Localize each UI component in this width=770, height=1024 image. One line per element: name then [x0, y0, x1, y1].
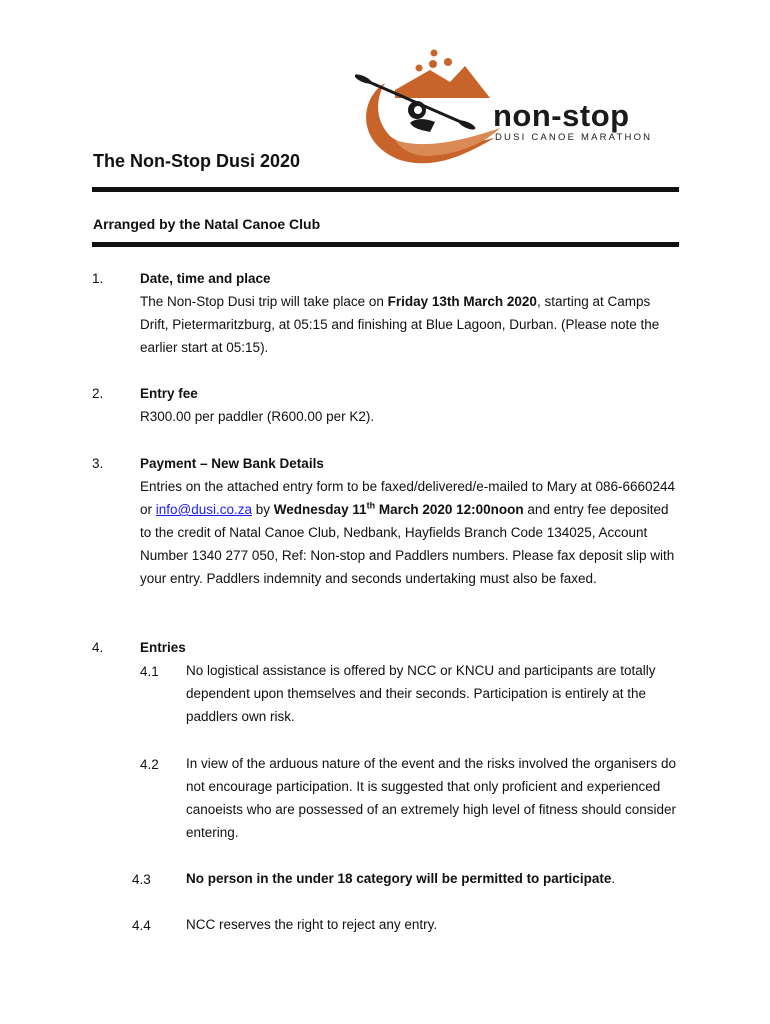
paragraph-text: , starting at Camps Drift, Pietermaritzburg, at 05:15 and finishing at Blue Lagoon, Durban. (Please note the earlier start at 05:15).	[140, 294, 660, 355]
email-link[interactable]: info@dusi.co.za	[155, 502, 253, 517]
ordinal-suffix: th	[366, 500, 376, 511]
section-number: 3.	[92, 456, 104, 471]
page-title: The Non-Stop Dusi 2020	[93, 151, 301, 171]
section-heading: Payment – New Bank Details	[140, 456, 324, 471]
date-text: Friday 13th March 2020	[387, 294, 537, 309]
logo	[355, 48, 655, 168]
section-heading: Entries	[140, 640, 186, 655]
subsection-number: 4.4	[132, 918, 151, 933]
section-heading: Entry fee	[140, 386, 198, 401]
logo-tagline: DUSI CANOE MARATHON	[495, 132, 653, 143]
divider	[92, 187, 679, 192]
paragraph-text: The Non-Stop Dusi trip will take place on	[140, 294, 388, 309]
subsection-number: 4.1	[140, 664, 159, 679]
paragraph-text: and entry fee deposited to the credit of Natal Canoe Club, Nedbank, Hayfields Branch Code 134025, Account Number 1340 277 050, Ref: Non-stop and Paddlers numbers. Please fax deposit slip with your entry. Paddlers indemnity and seconds undertaking must also be faxed.	[140, 502, 675, 586]
section-number: 1.	[92, 271, 104, 286]
subsection-text: In view of the arduous nature of the event and the risks involved the organisers do not encourage participation. It is suggested that only proficient and experienced canoeists who are possessed of an extremely high level of fitness should consider entering.	[186, 756, 677, 840]
paragraph-text: R300.00 per paddler (R600.00 per K2).	[140, 409, 375, 424]
subsection-number: 4.2	[140, 757, 159, 772]
deadline-text: March 2020 12:00noon	[375, 502, 524, 517]
section-paragraph	[140, 475, 680, 590]
section-number: 4.	[92, 640, 104, 655]
divider	[92, 242, 679, 247]
section-heading: Date, time and place	[140, 271, 271, 286]
subsection-text: NCC reserves the right to reject any entry.	[186, 917, 438, 932]
warning-text: No person in the under 18 category will be permitted to participate	[186, 871, 612, 886]
logo-brand: non-stop	[493, 98, 630, 133]
subtitle: Arranged by the Natal Canoe Club	[93, 216, 321, 232]
punctuation: .	[611, 871, 616, 886]
deadline-text: Wednesday 11	[273, 502, 367, 517]
section-number: 2.	[92, 386, 104, 401]
subsection-text	[186, 867, 680, 890]
paragraph-text: by	[252, 502, 274, 517]
subsection-number: 4.3	[132, 872, 151, 887]
section-paragraph	[140, 290, 680, 359]
paragraph-text: Entries on the attached entry form to be faxed/delivered/e-mailed to Mary at 086-6660244 or	[140, 479, 676, 517]
subsection-text: No logistical assistance is offered by NCC or KNCU and participants are totally dependent upon themselves and their seconds. Participation is entirely at the paddlers own risk.	[186, 663, 656, 724]
